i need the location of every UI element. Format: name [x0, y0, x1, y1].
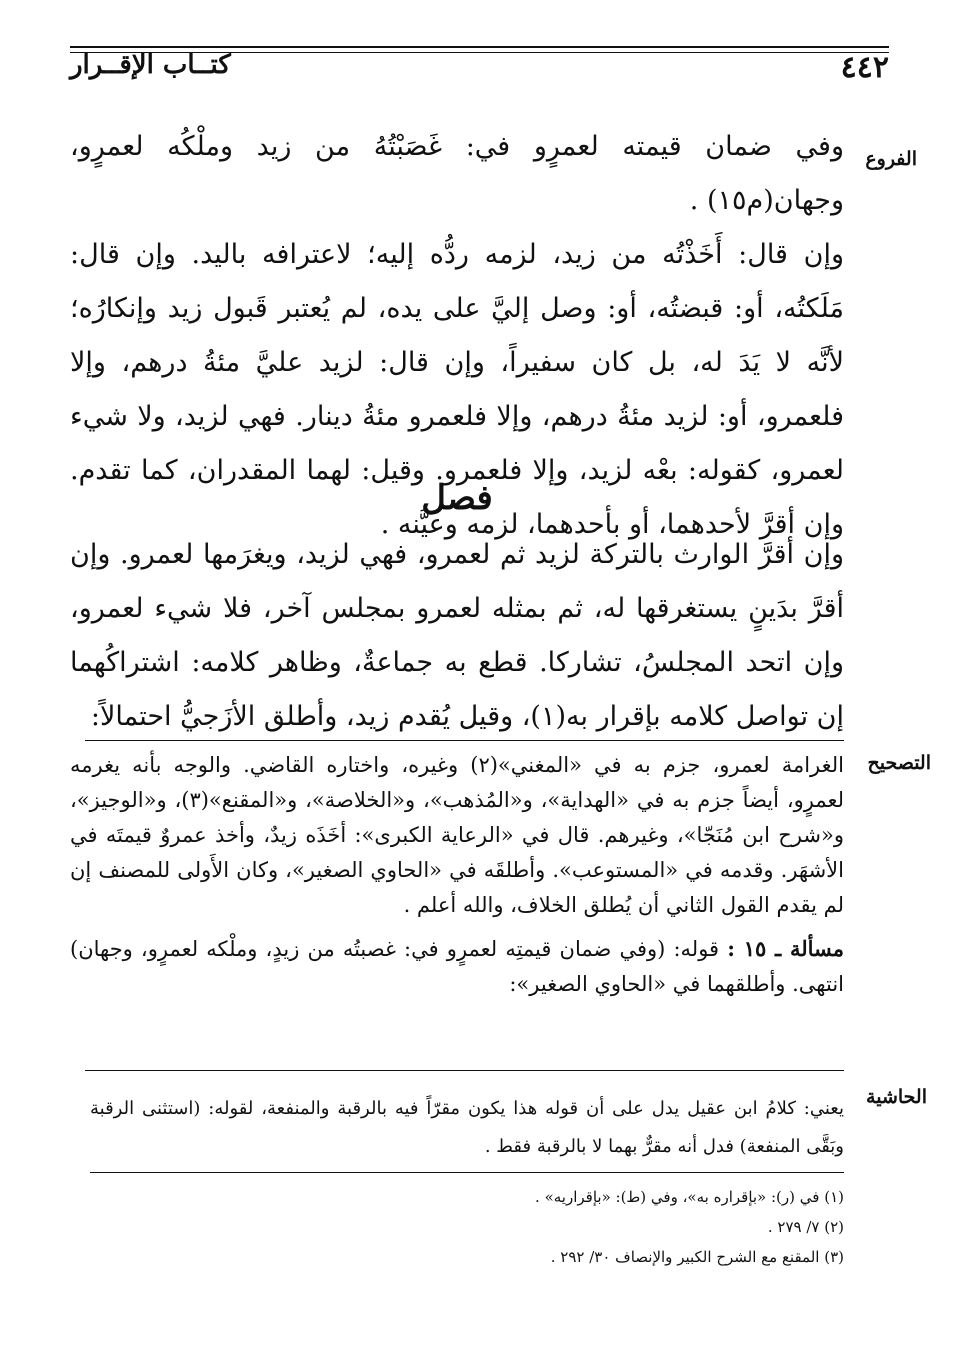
section-text: وإن أقرَّ الوارث بالتركة لزيد ثم لعمرو، فهي لزيد، ويغرَمها لعمرو. وإن أقرَّ بدَينٍ يستغرقها له، ثم بمثله لعمرو بمجلس آخر، فلا شيء لعمرو، وإن اتحد المجلسُ، تشاركا. قطع به جماعةٌ، وظاهر كلامه: اشتراكُهما إن تواصل كلامه بإقرار به(١)، وقيل يُقدم زيد، وأطلق الأزَجيُّ احتمالاً:: [70, 539, 844, 732]
header-rule: [70, 46, 889, 48]
furu-label: الفروع: [865, 148, 917, 170]
footnote-3: (٣) المقنع مع الشرح الكبير والإنصاف ٣٠/ ٢٩٢ .: [550, 1248, 844, 1266]
footnotes: [90, 1182, 844, 1272]
masala-label: مسألة ـ ١٥ :: [727, 936, 845, 961]
hashiya-label: الحاشية: [866, 1086, 927, 1108]
main-paragraph-1: وفي ضمان قيمته لعمرٍو في: غَصَبْتُهُ من زيد وملْكُه لعمرٍو، وجهان(م١٥) .: [70, 131, 844, 216]
section-heading: فصل: [421, 478, 493, 518]
tashih-label: التصحيح: [867, 752, 931, 774]
hashiya-divider: [85, 1070, 844, 1071]
page-header: [70, 50, 889, 90]
hashiya-text: يعني: كلامُ ابن عقيل يدل على أن قوله هذا يكون مقرّاً فيه بالرقبة والمنفعة، لقوله: (استثنى الرقبة وبَقَّى المنفعة) فدل أنه مقرٌّ بهما لا بالرقبة فقط .: [90, 1098, 844, 1157]
footnote-1: (١) في (ر): «بإقراره به»، وفي (ط): «بإقراريه» .: [535, 1188, 844, 1206]
masala-text: قوله: (وفي ضمان قيمتِه لعمرٍو في: غصبتُه من زيدٍ، وملْكه لعمرٍو، وجهان) انتهى. وأطلقهما في «الحاوي الصغير»:: [70, 937, 844, 996]
tashih-text: [70, 748, 844, 1002]
footnote-2: (٢) ٧/ ٢٧٩ .: [767, 1218, 844, 1236]
tashih-divider: [85, 740, 844, 741]
tashih-paragraph: الغرامة لعمرو، جزم به في «المغني»(٢) وغيره، واختاره القاضي. والوجه بأنه يغرمه لعمرٍو، أيضاً جزم به في «الهداية»، و«المُذهب»، و«الخلاصة»، و«المقنع»(٣)، و«الوجيز»، و«شرح ابن مُنَجّا»، وغيرهم. قال في «الرعاية الكبرى»: أخَذَه زيدٌ، وأخذ عمروٌ قيمتَه في الأشهَر. وقدمه في «المستوعب». وأطلقَه في «الحاوي الصغير»، وكان الأَولى للمصنف إن لم يقدم القول الثاني أن يُطلق الخلاف، والله أعلم .: [70, 753, 845, 917]
masala-paragraph: [70, 931, 844, 1002]
header-rule-thin: [70, 52, 889, 53]
page-number: ٤٤٢: [840, 50, 889, 85]
footnote-divider: [90, 1172, 844, 1173]
main-paragraph-2: وإن قال: أَخَذْتُه من زيد، لزمه ردُّه إليه؛ لاعترافه باليد. وإن قال: مَلَكتُه، أو: قبضتُه، أو: وصل إليَّ على يده، لم يُعتبر قَبول زيد وإنكارُه؛ لأنَّه لا يَدَ له، بل كان سفيراً، وإن قال: لزيد عليَّ مئةُ درهم، وإلا فلعمرو، أو: لزيد مئةُ درهم، وإلا فلعمرو مئةُ دينار. فهي لزيد، ولا شيء لعمرو، كقوله: بعْه لزيد، وإلا فلعمرو. وقيل: لهما المقدران، كما تقدم. وإن أقرَّ لأحدهما، أو بأحدهما، لزمه وعيَّنه .: [70, 239, 844, 540]
book-title: كتــاب الإقــرار: [70, 50, 231, 80]
